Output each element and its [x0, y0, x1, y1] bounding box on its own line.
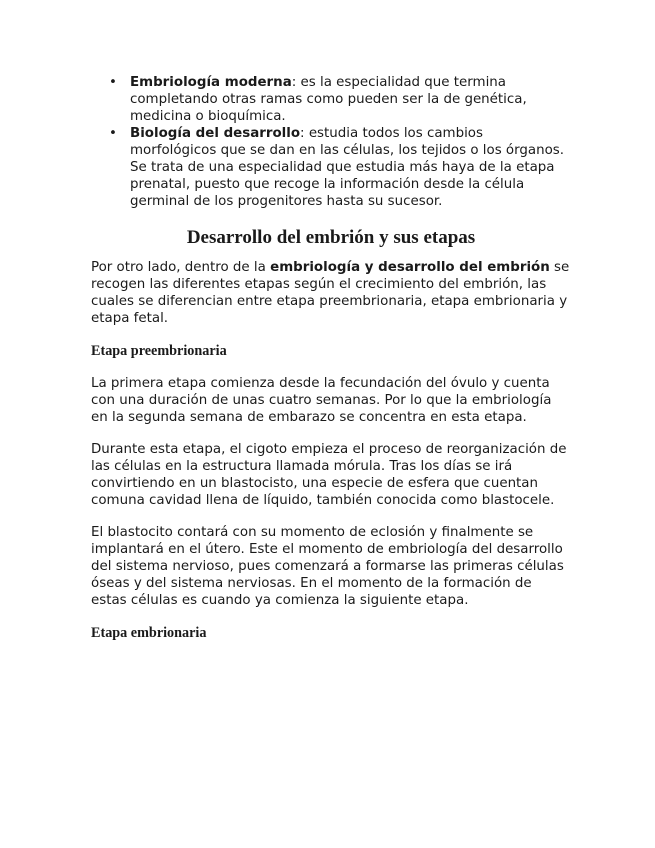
intro-bold-text: embriología y desarrollo del embrión: [270, 260, 550, 275]
body-paragraph: El blastocito contará con su momento de eclosión y finalmente se implantará en el útero. Este el momento de embriología del desarrollo del sistema nervioso, pues comenzará a formarse las primeras células óseas y del sistema nerviosas. En el momento de la formación de estas células es cuando ya comienza la siguiente etapa.: [91, 525, 564, 608]
subsection-heading-embrionaria: Etapa embrionaria: [91, 625, 207, 641]
bullet-icon: •: [109, 126, 117, 141]
intro-paragraph: [91, 259, 571, 327]
definition-list: [91, 74, 571, 210]
body-paragraph: Durante esta etapa, el cigoto empieza el proceso de reorganización de las células en la estructura llamada mórula. Tras los días se irá convirtiendo en un blastocisto, una especie de esfera que cuentan comuna cavidad llena de líquido, también conocida como blastocele.: [91, 442, 567, 508]
list-item: [109, 74, 571, 125]
term-label: Biología del desarrollo: [130, 126, 301, 141]
intro-text-end: se recogen las diferentes etapas según el crecimiento del embrión, las cuales se diferencian entre etapa preembrionaria, etapa embrionaria y etapa fetal.: [91, 260, 570, 326]
term-description: : estudia todos los cambios morfológicos que se dan en las células, los tejidos o los órganos. Se trata de una especialidad que estudia más haya de la etapa prenatal, puesto que recoge la información desde la célula germinal de los progenitores hasta su sucesor.: [130, 126, 565, 209]
subsection-heading-preembrionaria: Etapa preembrionaria: [91, 343, 227, 359]
section-heading: Desarrollo del embrión y sus etapas: [186, 227, 476, 248]
document-page: [91, 74, 571, 657]
list-item: [109, 125, 571, 210]
term-label: Embriología moderna: [130, 75, 292, 90]
intro-text-start: Por otro lado, dentro de la: [91, 260, 271, 275]
term-description: : es la especialidad que termina completando otras ramas como pueden ser la de genética, medicina o bioquímica.: [130, 75, 527, 124]
body-paragraph: La primera etapa comienza desde la fecundación del óvulo y cuenta con una duración de unas cuatro semanas. Por lo que la embriología en la segunda semana de embarazo se concentra en esta etapa.: [91, 376, 552, 425]
bullet-icon: •: [109, 75, 117, 90]
